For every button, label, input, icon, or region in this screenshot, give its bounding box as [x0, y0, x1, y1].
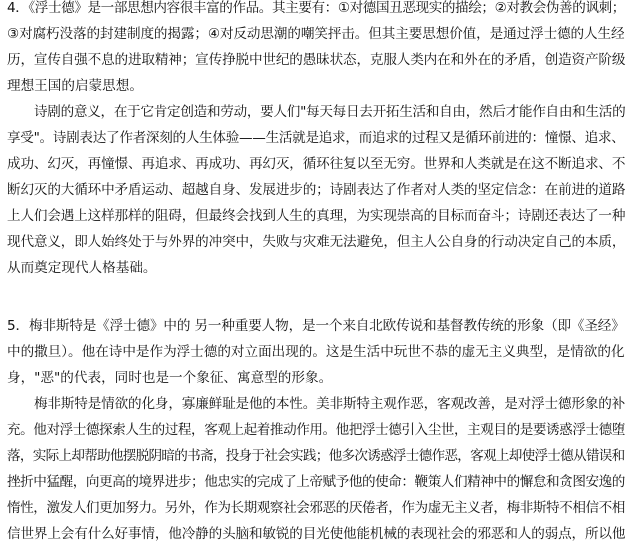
text-line-11: 从而奠定现代人格基础。 — [7, 260, 157, 276]
text-line-4: 理想王国的启蒙思想。 — [7, 78, 143, 94]
text-line-9: 上人们会遇上这样那样的阻碍，但最终会找到人生的真理，为实现崇高的目标而奋斗；诗剧还表达了一种 — [7, 208, 626, 224]
text-line-16: 充。他对浮士德探索人生的过程，客观上起着推动作用。他把浮士德引入尘世，主观目的是要诱惑浮士德堕 — [7, 422, 625, 438]
text-line-19: 惰性，激发人们更加努力。另外，作为长期观察社会邪恶的厌倦者，作为虚无主义者，梅非斯特不相信不相 — [7, 500, 625, 516]
text-line-1: 4．《浮士德》是一部思想内容很丰富的作品。其主要有：①对德国丑恶现实的描绘；②对教会伪善的讽刺； — [7, 0, 625, 16]
text-line-10: 现代意义，即人始终处于与外界的冲突中，失败与灾难无法避免，但主人公自身的行动决定自己的本质， — [7, 234, 626, 250]
text-line-2: ③对腐朽没落的封建制度的揭露；④对反动思潮的嘲笑抨击。但其主要思想价值，是通过浮士德的人生经 — [7, 26, 625, 42]
text-line-20: 信世界上会有什么好事情，他冷静的头脑和敏锐的目光使他能机械的表现社会的邪恶和人的弱点，所以他 — [7, 526, 626, 542]
text-line-15: 梅非斯特是情欲的化身，寡廉鲜耻是他的本性。美非斯特主观作恶，客观改善，是对浮士德形象的补 — [34, 396, 626, 412]
text-line-7: 成功、幻灭，再憧憬、再追求、再成功、再幻灭，循环往复以至无穷。世界和人类就是在这不断追求、不 — [7, 156, 626, 172]
text-line-6: 享受"。诗剧表达了作者深刻的人生体验——生活就是追求，而追求的过程又是循环前进的：憧憬、追求、 — [7, 130, 625, 146]
text-line-12: 5．梅非斯特是《浮士德》中的 另一种重要人物，是一个来自北欧传说和基督教传统的形象（即《圣经》 — [7, 318, 625, 334]
text-line-3: 历，宣传自强不息的进取精神；宣传挣脱中世纪的愚昧状态，克服人类内在和外在的矛盾，创造资产阶级 — [7, 52, 626, 68]
text-line-8: 断幻灭的大循环中矛盾运动、超越自身、发展进步的；诗剧表达了作者对人类的坚定信念：在前进的道路 — [7, 182, 626, 198]
text-line-5: 诗剧的意义，在于它肯定创造和劳动，要人们"每天每日去开拓生活和自由，然后才能作自由和生活的 — [34, 104, 626, 120]
text-line-14: 身，"恶"的代表，同时也是一个象征、寓意型的形象。 — [7, 370, 333, 386]
text-line-18: 挫折中猛醒，向更高的境界进步；他忠实的完成了上帝赋予他的使命：鞭策人们精神中的懈怠和贪图安逸的 — [7, 474, 625, 490]
text-line-13: 中的撒旦）。他在诗中是作为浮士德的对立面出现的。这是生活中玩世不恭的虚无主义典型，是情欲的化 — [7, 344, 625, 360]
text-line-17: 落，实际上却帮助他摆脱阴暗的书斋，投身于社会实践；他多次诱惑浮士德作恶，客观上却使浮士德从错误和 — [7, 448, 625, 464]
